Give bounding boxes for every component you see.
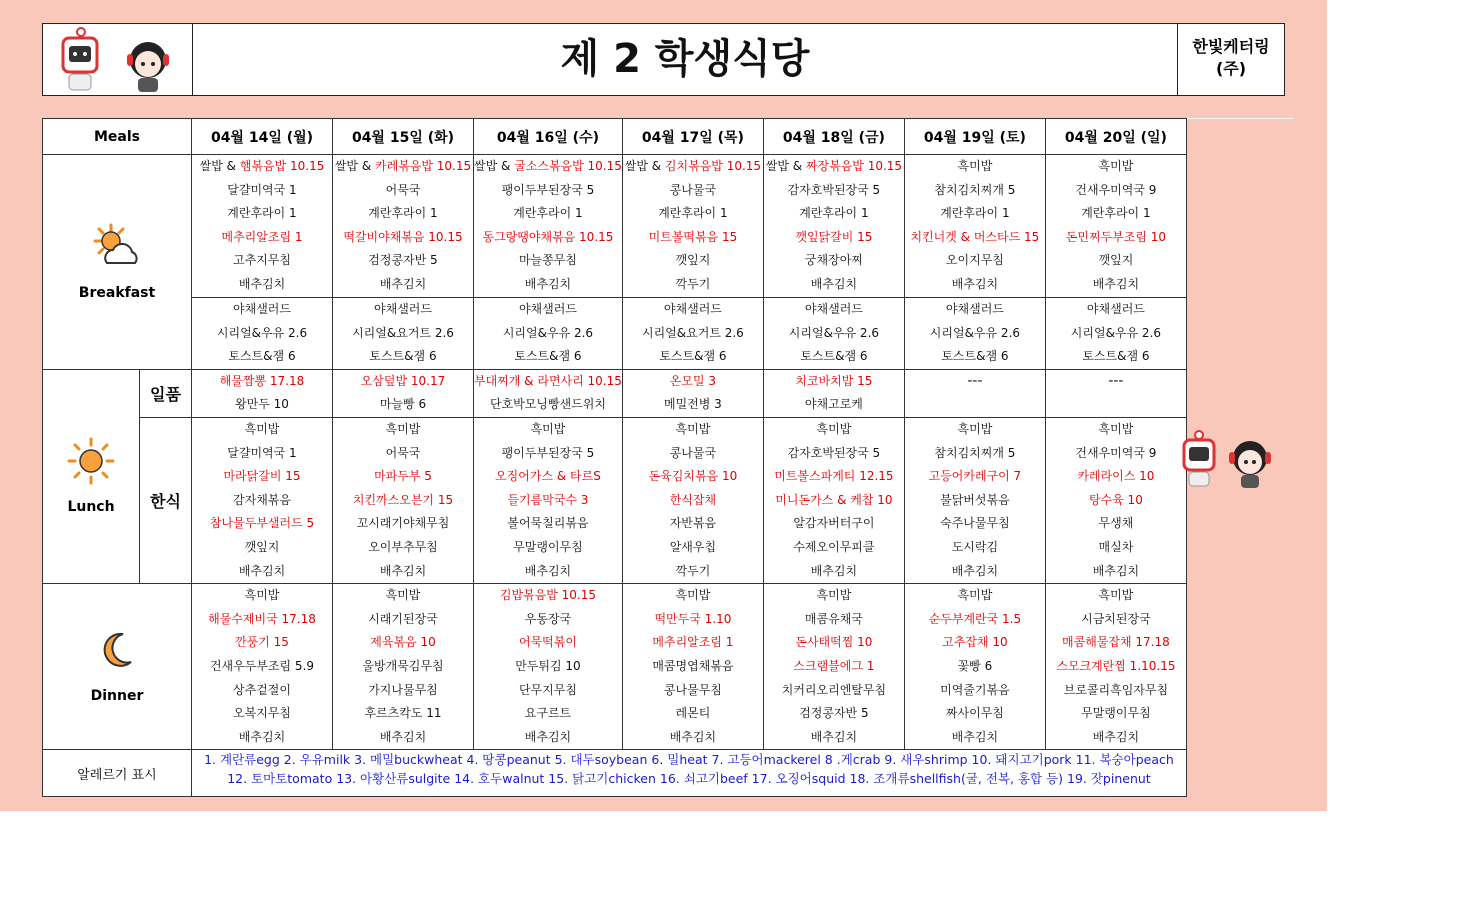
menu-item: 가지나물무침 [368, 682, 438, 697]
menu-cell [622, 369, 763, 417]
menu-item: 팽이두부된장국 5 [501, 182, 595, 197]
menu-item: 토스트&잼 6 [369, 349, 437, 364]
menu-item: 건새우두부조림 5.9 [209, 658, 315, 673]
menu-item: 배추김치 [379, 729, 427, 744]
menu-item: 메밀전병 3 [663, 397, 722, 412]
menu-item: 브로콜리흑임자무침 [1063, 682, 1169, 697]
menu-item: 마파두부 5 [374, 469, 432, 484]
menu-item: 야채샐러드 [233, 302, 291, 316]
menu-item: 흑미밥 [244, 588, 280, 603]
lunch-label: Lunch [67, 499, 115, 516]
menu-item-base: 쌀밥 & [199, 159, 240, 173]
menu-item: 시리얼&우유 2.6 [929, 325, 1021, 340]
menu-item: 배추김치 [1092, 276, 1140, 291]
allergy-text: 1. 계란류egg 2. 우유milk 3. 메밀buckwheat 4. 땅콩peanut 5. 대두soybean 6. 밀heat 7. 고등어mackerel 8 .게crab 9. 새우shrimp 10. 돼지고기pork 11. 복숭아peach 12. 토마토tomato 13. 아황산류sulgite 14. 호두walnut 15. 닭고기chicken 16. 쇠고기beef 17. 오징어squid 18. 조개류shellfish(굴, 전복, 홍합 등) 19. 잣pinenut [204, 752, 1174, 787]
menu-item: 콩나물국 [669, 182, 717, 197]
menu-item-base: 쌀밥 & [474, 159, 515, 173]
menu-item: 돈사태떡찜 10 [795, 635, 873, 650]
menu-item: 배추김치 [238, 276, 286, 291]
menu-cell [333, 155, 474, 298]
menu-item: 미역줄기볶음 [940, 682, 1010, 697]
menu-item: 고추지무침 [233, 253, 291, 268]
menu-item: 한식잡채 [669, 492, 717, 507]
menu-item: 계란후라이 1 [799, 206, 869, 221]
menu-item: 미트볼스파게티 12.15 [774, 469, 894, 484]
menu-cell [622, 417, 763, 583]
dinner-label: Dinner [90, 687, 144, 704]
menu-item: 깻잎지 [675, 253, 711, 268]
menu-item: 흑미밥 [1098, 588, 1134, 603]
menu-item: 시리얼&요거트 2.6 [642, 325, 744, 340]
menu-item: 흑미밥 [957, 588, 993, 603]
menu-item: 마늘빵 6 [379, 397, 427, 412]
menu-item: 부대찌개 & 라면사리 10.15 [474, 373, 622, 388]
menu-item: 시리얼&요거트 2.6 [352, 325, 454, 340]
menu-item: 야채샐러드 [1086, 302, 1145, 316]
menu-item: 시리얼&우유 2.6 [788, 325, 880, 340]
menu-item: 흑미밥 [816, 421, 852, 436]
menu-item: 계란후라이 1 [513, 206, 583, 221]
menu-item: 스크램블에그 1 [793, 658, 875, 673]
menu-item: 시래기된장국 [368, 611, 438, 626]
menu-cell [474, 584, 623, 750]
menu-item: 꽃빵 6 [957, 658, 993, 673]
dinner-label-cell [43, 584, 192, 750]
menu-item: 배추김치 [810, 276, 858, 291]
menu-item [192, 155, 332, 179]
menu-item: 흑미밥 [1098, 159, 1134, 173]
menu-item: --- [967, 372, 983, 389]
menu-item: 단호박모닝빵샌드위치 [489, 397, 606, 412]
menu-cell [763, 155, 904, 298]
menu-item: 흑미밥 [816, 588, 852, 603]
menu-item-highlight: 짜장볶음밥 10.15 [805, 159, 903, 173]
page-title: 제 2 학생식당 [560, 36, 810, 82]
menu-cell [904, 369, 1045, 417]
menu-item: 달걀미역국 1 [227, 182, 297, 197]
menu-table [42, 118, 1293, 797]
day-header: 04월 20일 (일) [1045, 119, 1186, 155]
menu-item: 감자호박된장국 5 [787, 182, 881, 197]
menu-item: 배추김치 [524, 729, 572, 744]
menu-item: 매콤해물잡채 17.18 [1062, 635, 1170, 650]
menu-item: 짜사이무침 [945, 706, 1004, 721]
menu-item: 동그랑땡야채볶음 10.15 [482, 229, 614, 244]
day-header: 04월 17일 (목) [622, 119, 763, 155]
menu-item: 숙주나물무침 [940, 516, 1010, 531]
menu-item: 돈육김치볶음 10 [648, 469, 738, 484]
menu-cell [763, 417, 904, 583]
menu-cell [474, 155, 623, 298]
menu-item: 계란후라이 1 [658, 206, 728, 221]
menu-item: 상추겉절이 [233, 682, 291, 697]
menu-item: 어묵국 [385, 445, 421, 460]
menu-item: 토스트&잼 6 [941, 349, 1009, 364]
menu-cell [904, 417, 1045, 583]
menu-item: 시리얼&우유 2.6 [502, 325, 594, 340]
menu-item: 배추김치 [951, 563, 999, 578]
menu-item: 제육볶음 10 [370, 635, 436, 650]
menu-item: 무말랭이무침 [513, 539, 583, 554]
menu-item: 배추김치 [1092, 729, 1140, 744]
menu-item: 배추김치 [810, 563, 858, 578]
moon-icon [97, 630, 137, 670]
menu-cell [192, 417, 333, 583]
menu-item: 야채샐러드 [804, 302, 863, 316]
menu-item: 꼬시래기야채무침 [356, 516, 450, 531]
menu-item: 팽이두부된장국 5 [501, 445, 595, 460]
menu-cell [763, 584, 904, 750]
menu-item: 레몬티 [675, 706, 711, 721]
menu-item [764, 155, 904, 179]
menu-item: 시리얼&우유 2.6 [1070, 325, 1162, 340]
menu-item: 자반볶음 [669, 516, 717, 531]
menu-item: 왕만두 10 [235, 397, 289, 412]
menu-item: 치킨까스오븐기 15 [352, 492, 454, 507]
menu-item: 고등어카레구이 7 [928, 469, 1022, 484]
menu-item: 오이지무침 [945, 253, 1004, 268]
menu-item: 해물수제비국 17.18 [208, 611, 316, 626]
menu-item: 배추김치 [810, 729, 858, 744]
menu-item: 불닭버섯볶음 [940, 492, 1010, 507]
allergy-label: 알레르기 표시 [43, 750, 192, 797]
menu-cell [622, 584, 763, 750]
menu-cell [333, 369, 474, 417]
menu-item-highlight: 햄볶음밥 10.15 [239, 159, 325, 173]
menu-item: 배추김치 [238, 729, 286, 744]
caterer-name [1177, 24, 1284, 95]
mascot-icon [1180, 430, 1286, 490]
menu-item-highlight: 굴소스볶음밥 10.15 [514, 159, 622, 173]
menu-item: 흑미밥 [530, 421, 566, 436]
menu-item: 궁채장아찌 [804, 253, 863, 268]
menu-item: 흑미밥 [957, 421, 993, 436]
menu-item: 야채고로케 [804, 397, 863, 412]
menu-item: 배추김치 [379, 563, 427, 578]
menu-item: 계란후라이 1 [227, 206, 297, 221]
menu-item [333, 155, 473, 179]
day-header: 04월 15일 (화) [333, 119, 474, 155]
menu-item: 검정콩자반 5 [368, 253, 438, 268]
menu-item: 후르츠칵도 11 [364, 706, 442, 721]
caterer-name-line1: 한빛케터링 [1192, 37, 1270, 56]
menu-cell [1045, 584, 1186, 750]
menu-item: 오징어가스 & 타르S [495, 469, 601, 484]
menu-item: 참치김치찌개 5 [934, 182, 1016, 197]
menu-cell [333, 298, 474, 370]
menu-cell [192, 584, 333, 750]
menu-item: 토스트&잼 6 [659, 349, 727, 364]
menu-item-highlight: 김치볶음밥 10.15 [664, 159, 762, 173]
menu-item: 배추김치 [238, 563, 286, 578]
menu-item: 무생채 [1098, 516, 1134, 531]
menu-item: 카레라이스 10 [1077, 469, 1155, 484]
menu-item: 치킨너겟 & 머스타드 15 [910, 229, 1040, 244]
menu-item: 볼어묵칠리볶음 [507, 516, 589, 531]
menu-item: 시리얼&우유 2.6 [216, 325, 308, 340]
menu-cell [474, 369, 623, 417]
menu-item: 흑미밥 [957, 159, 993, 173]
menu-item: 들기름막국수 3 [507, 492, 589, 507]
menu-item: 검정콩자반 5 [799, 706, 869, 721]
menu-cell [904, 155, 1045, 298]
menu-item: 마늘쫑무침 [518, 253, 577, 268]
menu-item: 토스트&잼 6 [1082, 349, 1150, 364]
menu-item: 수제오이무피클 [793, 539, 875, 554]
menu-item: 치코바치밥 15 [795, 373, 873, 388]
menu-item: 매실차 [1098, 539, 1134, 554]
menu-item: 울방개묵김무침 [362, 658, 444, 673]
menu-item: 토스트&잼 6 [514, 349, 582, 364]
menu-item: 배추김치 [951, 729, 999, 744]
menu-cell [1045, 417, 1186, 583]
menu-item: 깐풍기 15 [235, 635, 289, 650]
menu-item: 야채샐러드 [374, 302, 432, 316]
menu-cell [192, 298, 333, 370]
menu-cell [192, 155, 333, 298]
menu-item-base: 쌀밥 & [765, 159, 806, 173]
menu-item: --- [1108, 372, 1124, 389]
header [42, 23, 1285, 96]
menu-item: 알감자버터구이 [793, 516, 875, 531]
menu-item: 야채샐러드 [663, 302, 722, 316]
menu-item: 미니돈가스 & 케찹 10 [775, 492, 893, 507]
menu-cell [474, 417, 623, 583]
menu-cell [1045, 298, 1186, 370]
menu-item: 건새우미역국 9 [1075, 182, 1157, 197]
menu-cell [622, 298, 763, 370]
menu-item: 시금치된장국 [1081, 611, 1151, 626]
menu-item: 계란후라이 1 [1081, 206, 1151, 221]
menu-item: 흑미밥 [675, 588, 711, 603]
menu-item: 참나물두부샐러드 5 [209, 516, 315, 531]
menu-item: 순두부계란국 1.5 [928, 611, 1022, 626]
menu-item: 콩나물무침 [663, 682, 722, 697]
day-header: 04월 16일 (수) [474, 119, 623, 155]
sun-cloud-icon [89, 223, 145, 271]
menu-item: 배추김치 [524, 276, 572, 291]
menu-item: 온모밀 3 [669, 373, 717, 388]
menu-item: 배추김치 [524, 563, 572, 578]
menu-item: 건새우미역국 9 [1075, 445, 1157, 460]
menu-item: 메추리알조림 1 [221, 229, 303, 244]
mascot-logo-icon [43, 24, 193, 95]
menu-cell [1045, 155, 1186, 298]
menu-item-base: 쌀밥 & [624, 159, 665, 173]
menu-item: 알새우칩 [669, 539, 717, 554]
menu-item: 야채샐러드 [945, 302, 1004, 316]
menu-item: 흑미밥 [675, 421, 711, 436]
menu-item: 배추김치 [669, 729, 717, 744]
day-header: 04월 18일 (금) [763, 119, 904, 155]
lunch-label-cell [43, 369, 140, 583]
menu-item: 흑미밥 [244, 421, 280, 436]
menu-item: 참치김치찌개 5 [934, 445, 1016, 460]
menu-item: 미트볼떡볶음 15 [648, 229, 738, 244]
menu-item: 깻잎지 [244, 539, 280, 554]
menu-item: 우동장국 [524, 611, 572, 626]
menu-cell [622, 155, 763, 298]
breakfast-label: Breakfast [78, 284, 156, 301]
sun-icon [65, 437, 117, 485]
menu-item: 깍두기 [675, 563, 711, 578]
menu-item: 토스트&잼 6 [228, 349, 296, 364]
menu-item: 도시락김 [951, 539, 999, 554]
menu-item: 깻잎지 [1098, 253, 1134, 268]
meals-header: Meals [43, 119, 192, 155]
menu-cell [904, 584, 1045, 750]
menu-cell [1045, 369, 1186, 417]
menu-item: 치커리오리엔탈무침 [781, 682, 887, 697]
menu-item: 만두튀김 10 [515, 658, 581, 673]
menu-item: 김밥볶음밥 10.15 [499, 588, 597, 603]
menu-item [474, 155, 622, 179]
menu-cell [474, 298, 623, 370]
menu-item: 무말랭이무침 [1081, 706, 1151, 721]
menu-item: 배추김치 [951, 276, 999, 291]
menu-item: 요구르트 [524, 706, 572, 721]
menu-item: 달걀미역국 1 [227, 445, 297, 460]
menu-item: 메추리알조림 1 [652, 635, 734, 650]
menu-item: 떡만두국 1.10 [654, 611, 732, 626]
menu-item [623, 155, 763, 179]
menu-item: 오삼덮밥 10.17 [360, 373, 446, 388]
menu-item: 배추김치 [379, 276, 427, 291]
menu-item: 돈민찌두부조림 10 [1065, 229, 1167, 244]
menu-item-base: 쌀밥 & [334, 159, 376, 173]
menu-cell [333, 584, 474, 750]
menu-item: 매콤명엽채볶음 [652, 658, 734, 673]
ilpum-label: 일품 [140, 369, 192, 417]
menu-item: 흑미밥 [385, 588, 421, 603]
menu-item: 깻잎닭갈비 15 [795, 229, 873, 244]
menu-item: 단무지무침 [518, 682, 577, 697]
menu-item: 야채샐러드 [518, 302, 577, 316]
menu-cell [763, 369, 904, 417]
menu-item: 감자호박된장국 5 [787, 445, 881, 460]
menu-item: 토스트&잼 6 [800, 349, 868, 364]
menu-item: 오이부추무침 [368, 539, 438, 554]
menu-item: 감자채볶음 [233, 492, 291, 507]
menu-item: 흑미밥 [1098, 421, 1134, 436]
menu-item: 해물짬뽕 17.18 [219, 373, 305, 388]
allergy-info [192, 750, 1187, 797]
menu-item: 스모크계란찜 1.10.15 [1056, 658, 1176, 673]
menu-item: 오복지무침 [233, 706, 291, 721]
menu-cell [763, 298, 904, 370]
hansik-label: 한식 [140, 417, 192, 583]
caterer-name-line2: (주) [1215, 59, 1247, 78]
menu-item: 계란후라이 1 [940, 206, 1010, 221]
day-header: 04월 19일 (토) [904, 119, 1045, 155]
menu-item: 떡갈비야채볶음 10.15 [343, 229, 463, 244]
menu-item: 탕수육 10 [1088, 492, 1143, 507]
menu-item: 어묵국 [385, 182, 421, 197]
menu-item: 마라닭갈비 15 [223, 469, 301, 484]
menu-item: 콩나물국 [669, 445, 717, 460]
menu-cell [192, 369, 333, 417]
menu-item: 배추김치 [1092, 563, 1140, 578]
menu-item: 깍두기 [675, 276, 711, 291]
menu-item: 계란후라이 1 [368, 206, 438, 221]
day-header: 04월 14일 (월) [192, 119, 333, 155]
menu-item: 어묵떡볶이 [518, 635, 577, 650]
menu-item: 고추잡채 10 [942, 635, 1008, 650]
breakfast-label-cell [43, 155, 192, 370]
menu-item-highlight: 카레볶음밥 10.15 [375, 159, 472, 173]
menu-item: 매콤유채국 [804, 611, 863, 626]
menu-cell [333, 417, 474, 583]
menu-item: 흑미밥 [385, 421, 421, 436]
menu-cell [904, 298, 1045, 370]
